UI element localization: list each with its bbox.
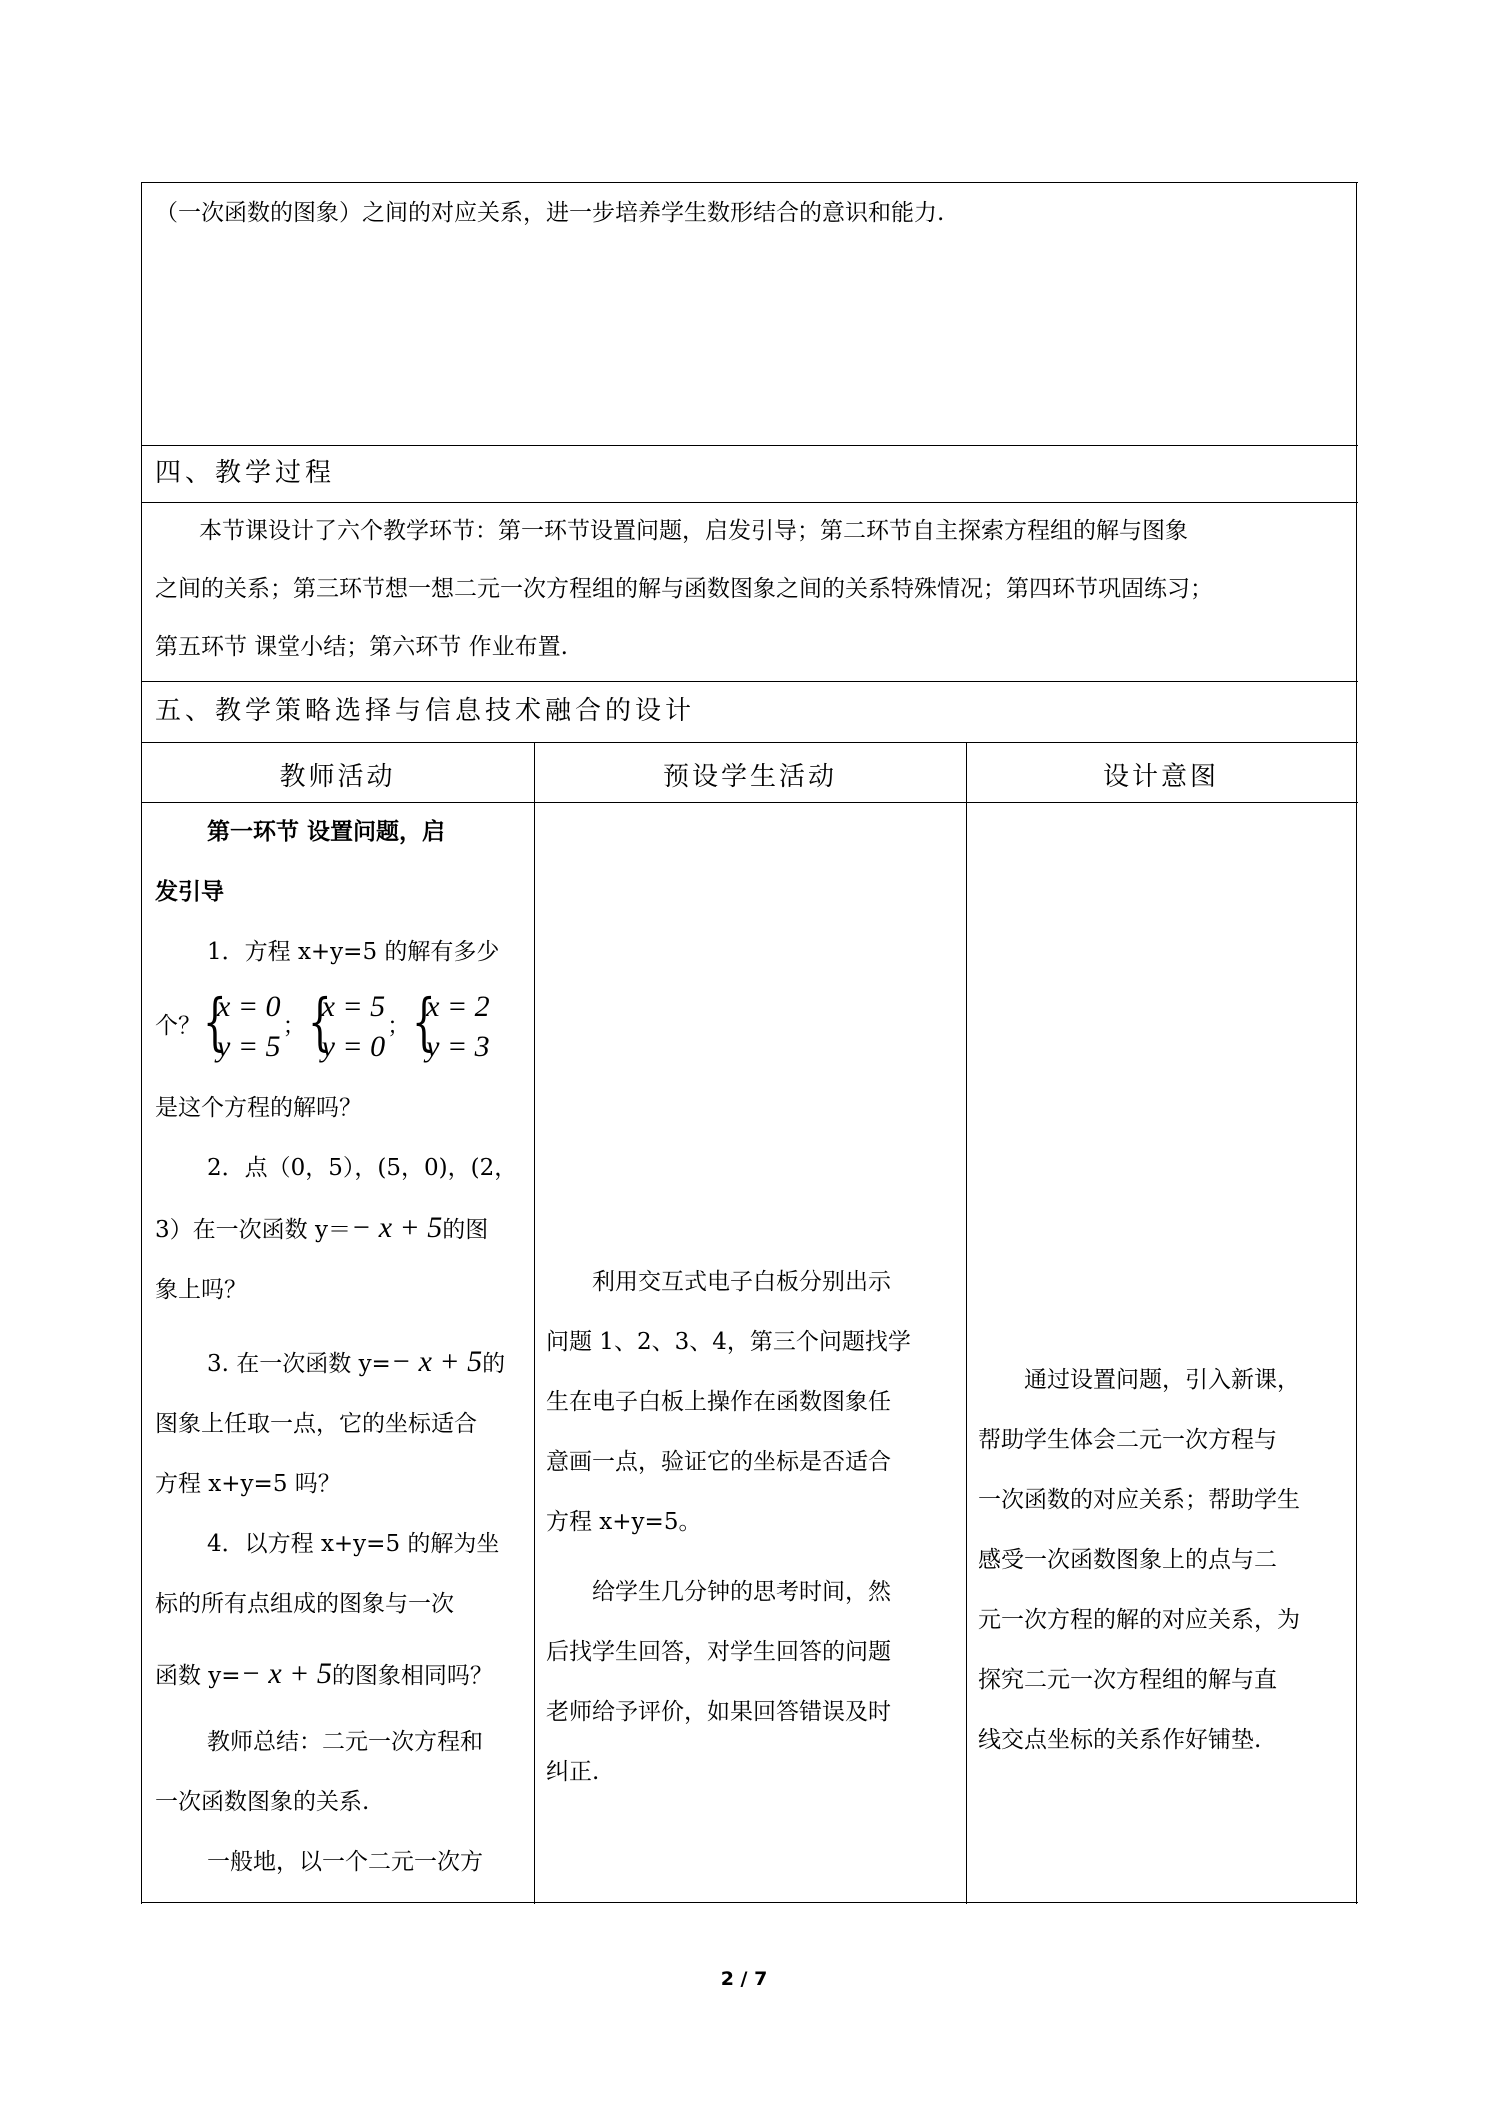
question-1-text: 1．方程 x+y=5 的解有多少 [207,939,500,965]
page-number: 2 / 7 [720,1968,768,1990]
question-4-end: 的图象相同吗？ [331,1663,493,1689]
table-rule [141,445,1358,446]
separator: ； [387,1013,411,1039]
design-intent-line: 元一次方程的解的对应关系，为 [978,1607,1300,1633]
section-heading-strategy-design: 五、教学策略选择与信息技术融合的设计 [155,696,696,726]
question-3-text: 图象上任取一点，它的坐标适合 [155,1411,477,1437]
student-activity-line: 给学生几分钟的思考时间，然 [592,1579,891,1605]
question-4-text: 4．以方程 x+y=5 的解为坐 [207,1531,500,1557]
table-border-left [141,182,142,1904]
linear-function-expression: − x + 5 [240,1657,332,1690]
question-1-prefix: 个？ [155,1013,201,1039]
question-4-text: 标的所有点组成的图象与一次 [155,1591,454,1617]
equation-system-2: { x = 5 y = 0 [307,985,386,1063]
student-activity-line: 问题 1、2、3、4，第三个问题找学 [546,1329,911,1355]
question-3-text: 3. 在一次函数 y= [207,1351,391,1377]
table-rule [141,681,1358,682]
student-activity-cell [546,1252,958,1802]
stage-title: 第一环节 设置问题，启 [207,819,446,845]
separator: ； [282,1013,306,1039]
design-intent-line: 探究二元一次方程组的解与直 [978,1667,1277,1693]
table-rule [141,742,1358,743]
teacher-activity-cell [155,802,527,1892]
design-intent-line: 感受一次函数图象上的点与二 [978,1547,1277,1573]
column-header-teacher-activity: 教师活动 [279,762,396,792]
process-paragraph-line: 之间的关系；第三环节想一想二元一次方程组的解与函数图象之间的关系特殊情况；第四环节巩固练习； [155,576,1213,602]
equation-system-3: { x = 2 y = 3 [412,985,490,1063]
student-activity-line: 后找学生回答，对学生回答的问题 [546,1639,891,1665]
student-activity-line: 老师给予评价，如果回答错误及时 [546,1699,891,1725]
linear-function-expression: − x + 5 [350,1211,443,1244]
question-1-end: 是这个方程的解吗？ [155,1095,362,1121]
column-divider [534,742,535,1904]
question-4-text: 函数 y= [155,1663,241,1689]
student-activity-line: 纠正. [546,1759,600,1785]
question-3-text: 的 [482,1351,506,1377]
student-activity-line: 方程 x+y=5。 [546,1509,702,1535]
design-intent-line: 帮助学生体会二元一次方程与 [978,1427,1277,1453]
question-2-text: 的图 [442,1217,489,1243]
teacher-summary: 教师总结：二元一次方程和 [207,1729,483,1755]
design-intent-line: 通过设置问题，引入新课， [1024,1367,1300,1393]
section-heading-teaching-process: 四、教学过程 [155,458,336,488]
lesson-plan-table [141,182,1358,1904]
design-intent-cell [978,1350,1350,1770]
teacher-summary: 一次函数图象的关系. [155,1789,370,1815]
column-header-design-intent: 设计意图 [1102,762,1219,792]
process-paragraph-line: 第五环节 课堂小结；第六环节 作业布置. [155,634,568,660]
design-intent-line: 线交点坐标的关系作好铺垫. [978,1727,1262,1753]
question-2-text: 2．点（0，5），(5，0)，(2， [207,1155,518,1181]
linear-function-expression: − x + 5 [390,1345,483,1378]
student-activity-line: 利用交互式电子白板分别出示 [592,1269,891,1295]
table-border-top [141,182,1358,183]
general-statement: 一般地，以一个二元一次方 [207,1849,483,1875]
table-border-right [1356,182,1357,1904]
question-2-text: 3）在一次函数 y＝ [155,1217,351,1243]
question-2-end: 象上吗？ [155,1277,247,1303]
stage-title-cont: 发引导 [155,879,224,905]
table-border-bottom [141,1902,1358,1903]
column-header-student-activity: 预设学生活动 [662,762,837,792]
table-rule [141,502,1358,503]
student-activity-line: 意画一点，验证它的坐标是否适合 [546,1449,891,1475]
design-intent-line: 一次函数的对应关系；帮助学生 [978,1487,1300,1513]
process-paragraph-line: 本节课设计了六个教学环节：第一环节设置问题，启发引导；第二环节自主探索方程组的解与图象 [199,518,1188,544]
continued-objective-text: （一次函数的图象）之间的对应关系，进一步培养学生数形结合的意识和能力. [155,200,945,226]
equation-system-1: { x = 0 y = 5 [203,985,281,1063]
column-divider [966,742,967,1904]
question-3-end: 方程 x+y=5 吗？ [155,1471,341,1497]
student-activity-line: 生在电子白板上操作在函数图象任 [546,1389,891,1415]
